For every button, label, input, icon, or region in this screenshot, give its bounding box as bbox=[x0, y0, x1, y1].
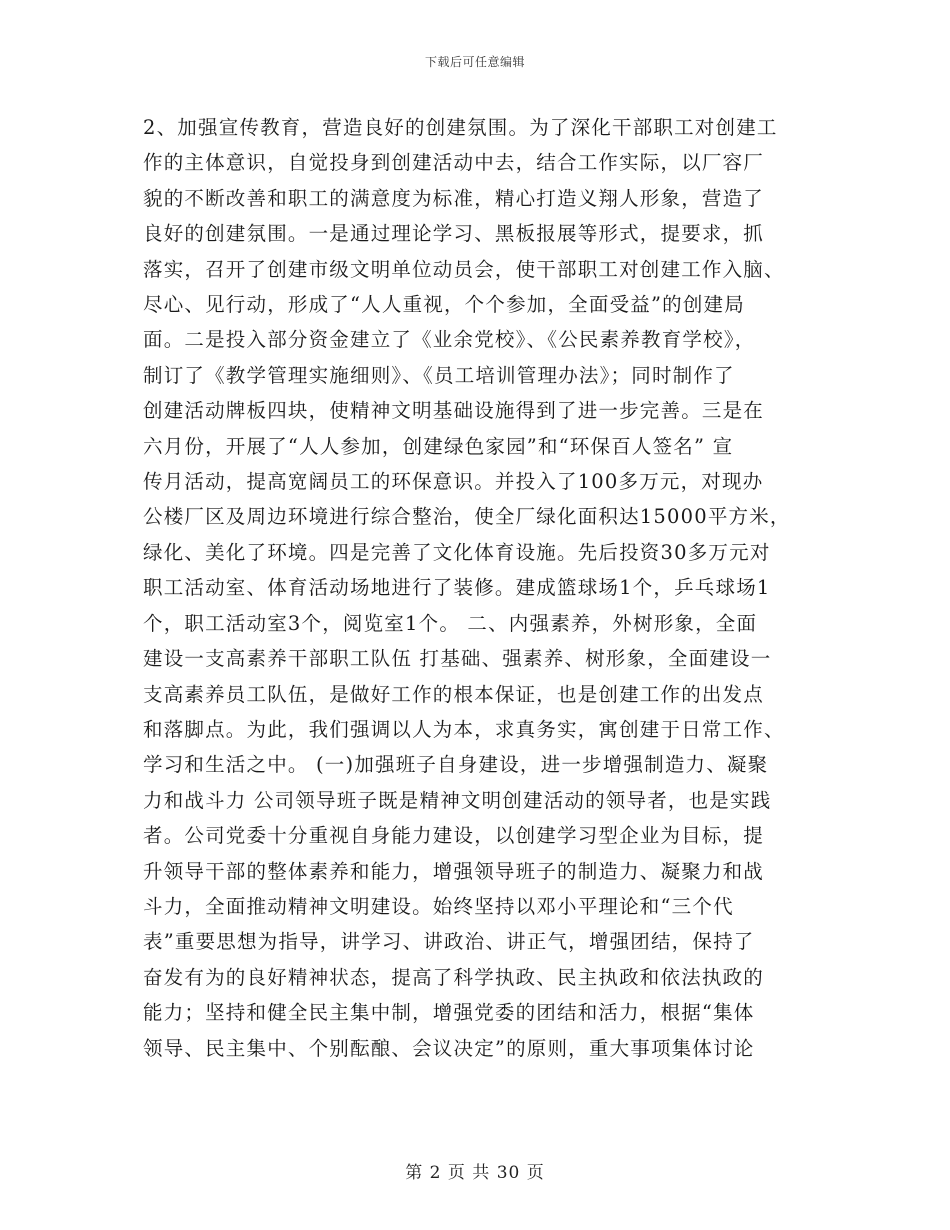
body-line: 面。二是投入部分资金建立了《业余党校》、《公民素养教育学校》， bbox=[143, 328, 756, 352]
body-line: 奋发有为的良好精神状态，提高了科学执政、民主执政和依法执政的 bbox=[143, 965, 765, 989]
body-line: 者。公司党委十分重视自身能力建设，以创建学习型企业为目标，提 bbox=[143, 824, 765, 848]
body-line: 斗力，全面推动精神文明建设。始终坚持以邓小平理论和“三个代 bbox=[143, 894, 734, 918]
body-line: 学习和生活之中。 (一)加强班子自身建设，进一步增强制造力、凝聚 bbox=[143, 753, 769, 777]
body-line: 职工活动室、体育活动场地进行了装修。建成篮球场1个，乒乓球场1 bbox=[143, 576, 771, 600]
body-line: 个，职工活动室3个，阅览室1个。 二、内强素养，外树形象，全面 bbox=[143, 611, 758, 635]
body-line: 六月份，开展了“人人参加，创建绿色家园”和“环保百人签名” 宣 bbox=[143, 434, 734, 458]
body-line: 建设一支高素养干部职工队伍 打基础、强素养、树形象，全面建设一 bbox=[143, 647, 772, 671]
body-line: 表”重要思想为指导，讲学习、讲政治、讲正气，增强团结，保持了 bbox=[143, 930, 755, 954]
body-line: 领导、民主集中、个别酝酿、会议决定”的原则，重大事项集体讨论 bbox=[143, 1036, 755, 1060]
body-line: 作的主体意识，自觉投身到创建活动中去，结合工作实际，以厂容厂 bbox=[143, 151, 765, 175]
body-line: 力和战斗力 公司领导班子既是精神文明创建活动的领导者，也是实践 bbox=[143, 788, 772, 812]
page-header: 下载后可任意编辑 bbox=[424, 55, 525, 69]
body-line: 能力；坚持和健全民主集中制，增强党委的团结和活力，根据“集体 bbox=[143, 1001, 755, 1025]
body-line: 支高素养员工队伍，是做好工作的根本保证，也是创建工作的出发点 bbox=[143, 682, 765, 706]
body-line: 尽心、见行动，形成了“人人重视，个个参加，全面受益”的创建局 bbox=[143, 293, 745, 317]
page-number: 第 2 页 共 30 页 bbox=[405, 1163, 545, 1183]
body-line: 升领导干部的整体素养和能力，增强领导班子的制造力、凝聚力和战 bbox=[143, 859, 765, 883]
body-line: 制订了《教学管理实施细则》、《员工培训管理办法》；同时制作了 bbox=[143, 363, 735, 387]
body-line: 传月活动，提高宽阔员工的环保意识。并投入了100多万元，对现办 bbox=[143, 470, 764, 494]
body-line: 貌的不断改善和职工的满意度为标准，精心打造义翔人形象，营造了 bbox=[143, 186, 765, 210]
body-line: 良好的创建氛围。一是通过理论学习、黑板报展等形式，提要求，抓 bbox=[143, 222, 765, 246]
body-line: 和落脚点。为此，我们强调以人为本，求真务实，寓创建于日常工作、 bbox=[143, 717, 785, 741]
body-text bbox=[143, 110, 807, 1066]
body-line: 2、加强宣传教育，营造良好的创建氛围。为了深化干部职工对创建工 bbox=[143, 116, 778, 139]
body-line: 创建活动牌板四块，使精神文明基础设施得到了进一步完善。三是在 bbox=[143, 399, 765, 423]
body-line: 公楼厂区及周边环境进行综合整治，使全厂绿化面积达15000平方米， bbox=[143, 505, 791, 529]
body-line: 落实，召开了创建市级文明单位动员会，使干部职工对创建工作入脑、 bbox=[143, 257, 785, 281]
body-line: 绿化、美化了环境。四是完善了文化体育设施。先后投资30多万元对 bbox=[143, 540, 771, 564]
